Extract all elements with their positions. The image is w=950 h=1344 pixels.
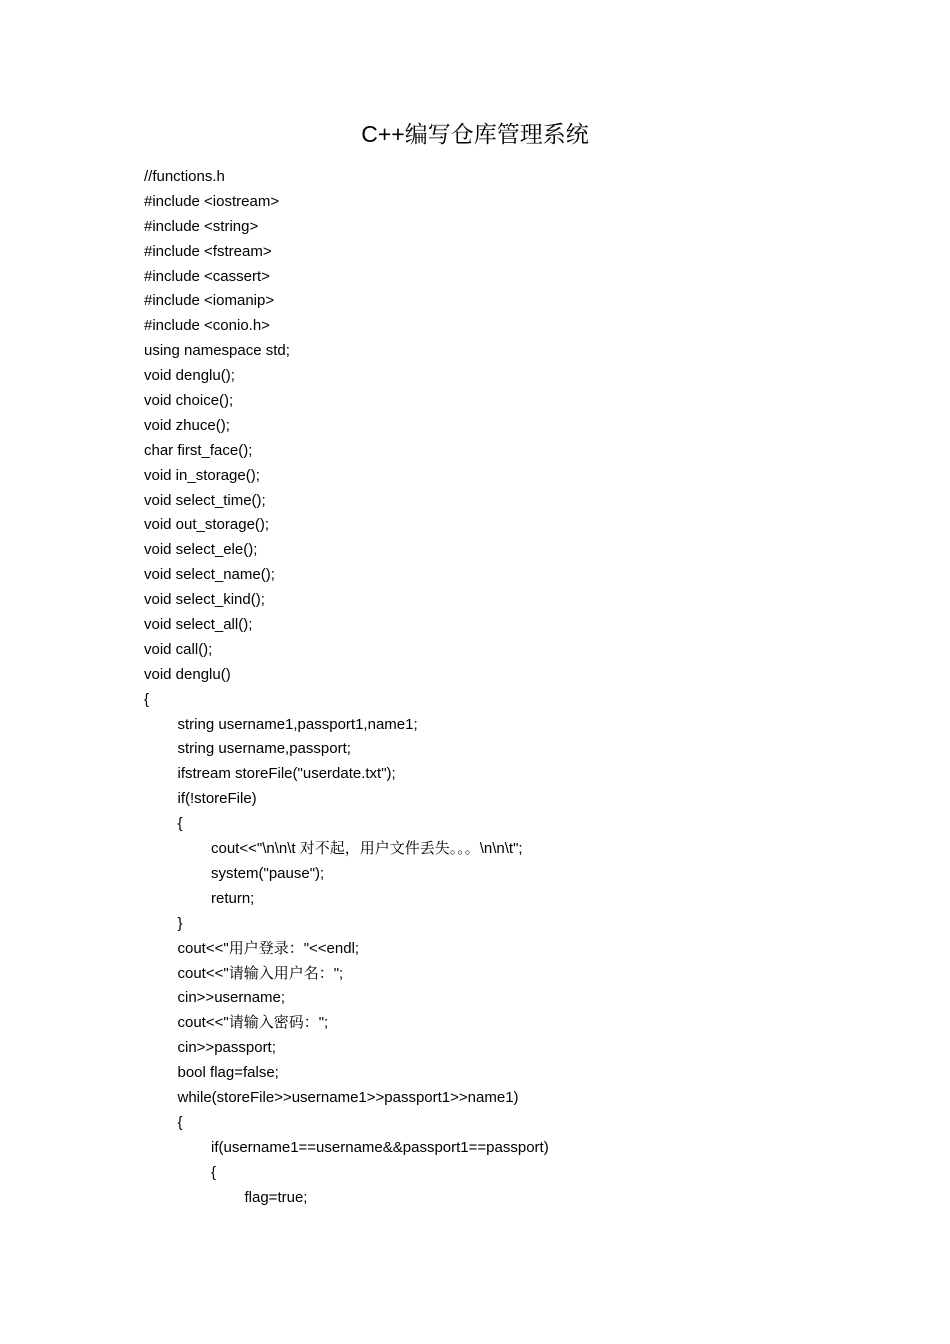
code-line: using namespace std; (144, 342, 290, 360)
code-line: void select_kind(); (144, 591, 265, 609)
code-line: if(!storeFile) (177, 790, 257, 808)
code-line: cin>>passport; (177, 1039, 276, 1057)
code-line: system("pause"); (211, 864, 325, 882)
code-line: { (144, 690, 150, 708)
code-line: ifstream storeFile("userdate.txt"); (177, 765, 396, 783)
code-line: void denglu() (144, 665, 231, 683)
code-line: void select_ele(); (144, 541, 258, 559)
code-line: } (177, 914, 183, 932)
code-line: #include <string> (144, 217, 259, 235)
code-line: void zhuce(); (144, 416, 230, 434)
code-line: #include <iostream> (144, 192, 280, 210)
code-listing (144, 165, 864, 1210)
code-line: string username1,passport1,name1; (177, 715, 418, 733)
code-line: void choice(); (144, 392, 234, 410)
code-line: cout<<"请输入密码："; (177, 1014, 329, 1032)
code-line: #include <cassert> (144, 267, 270, 285)
code-line: #include <conio.h> (144, 317, 270, 335)
code-line: { (177, 815, 183, 833)
code-line: void select_all(); (144, 616, 253, 634)
code-line: void select_name(); (144, 566, 275, 584)
code-line: void in_storage(); (144, 466, 260, 484)
code-line: while(storeFile>>username1>>passport1>>name1) (177, 1088, 519, 1106)
code-line: cout<<"\n\n\t 对不起，用户文件丢失。。。\n\n\t"; (211, 840, 523, 858)
code-line: #include <fstream> (144, 242, 272, 260)
code-line: flag=true; (244, 1188, 308, 1206)
code-line: if(username1==username&&passport1==passport) (211, 1138, 549, 1156)
code-line: #include <iomanip> (144, 292, 275, 310)
code-line: return; (211, 889, 255, 907)
code-line: { (177, 1113, 183, 1131)
code-line: cout<<"用户登录："<<endl; (177, 939, 360, 957)
code-line: void out_storage(); (144, 516, 270, 534)
code-line: void call(); (144, 640, 213, 658)
code-line: cout<<"请输入用户名："; (177, 964, 344, 982)
code-line: bool flag=false; (177, 1064, 279, 1082)
code-line: cin>>username; (177, 989, 286, 1007)
code-line: string username,passport; (177, 740, 351, 758)
code-line: void select_time(); (144, 491, 266, 509)
code-line: char first_face(); (144, 441, 253, 459)
code-line: void denglu(); (144, 367, 235, 385)
code-line: //functions.h (144, 168, 225, 185)
code-line: { (211, 1163, 217, 1181)
document-title: C++编写仓库管理系统 (361, 121, 589, 147)
